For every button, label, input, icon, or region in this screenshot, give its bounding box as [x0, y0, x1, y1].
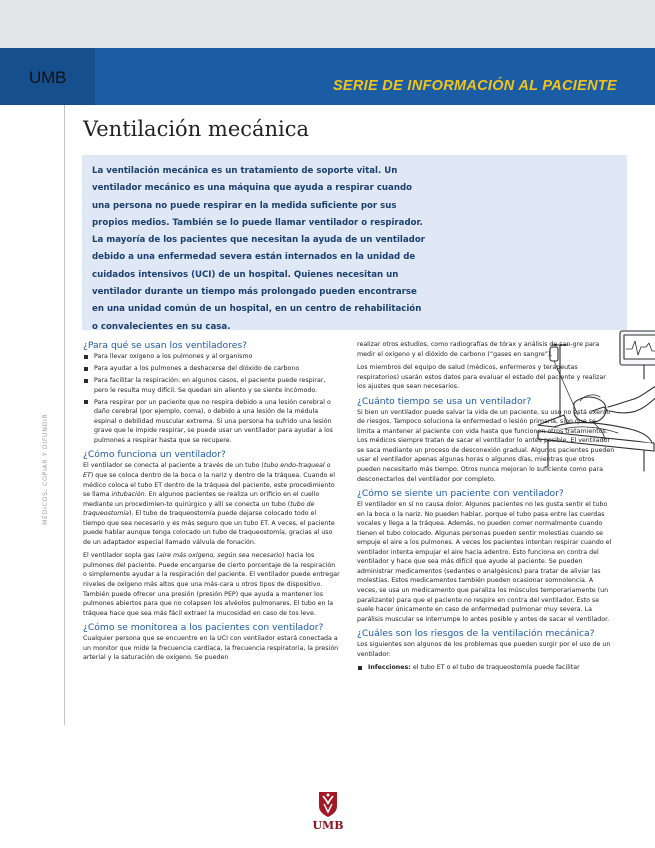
paragraph: El ventilador en sí no causa dolor. Algunos pacientes no les gusta sentir el tubo en la boca o la nariz. No pueden hablar, porque el tubo pasa entre las cuerdas vocales y llega a la tráquea. Además, no pueden comer normalmente cuando tienen el tubo colocado. Algunas personas pueden sentir molestias cuando se empuje el aire a los pulmones. A veces los pacientes intentan respirar cuando el ventilador intenta empujar el aire hacia adentro. Esto funciona en contra del ventilador y hace que sea más difícil que ayude al paciente. Se pueden administrar medicamentos (sedantes o analgésicos) para tratar de aliviar las molestias. Estos medicamentos también pueden ocasionar somnolencia. A veces, se usa un medicamento que paraliza los músculos temporariamente (un paralizante) para que el paciente no respire en contra del ventilador. Esto se suele hacer únicamente en caso de enfermedad pulmonar muy severa. La parálisis muscular se interrumpe lo antes posible y antes de sacar el ventilador. — [357, 501, 612, 623]
uses-list — [83, 352, 340, 445]
crest-icon — [315, 790, 341, 818]
section-heading-monitoring: ¿Cómo se monitorea a los pacientes con ventilador? — [83, 622, 324, 634]
section-heading-uses: ¿Para qué se usan los ventiladores? — [83, 340, 248, 351]
paragraph: Cualquier persona que se encuentre en la UCI con ventilador estará conectada a un monitor que mide la frecuencia cardíaca, la frecuencia respiratoria, la presión arterial y la saturación de oxígeno. Se pueden — [83, 635, 339, 662]
section-heading-duration: ¿Cuánto tiempo se usa un ventilador? — [357, 395, 532, 407]
list-item: Para facilitar la respiración: en algunos casos, el paciente puede respirar, pero le resulta muy difícil. Se quedan sin aliento y se siente incómodo. — [83, 376, 340, 395]
intro-box — [82, 155, 627, 330]
header-banner — [0, 48, 655, 105]
list-item: Infecciones: el tubo ET o el tubo de traqueostomía puede facilitar — [357, 663, 615, 673]
series-title: SERIE DE INFORMACIÓN AL PACIENTE — [332, 78, 617, 94]
risks-list — [357, 663, 615, 673]
section-heading-risks: ¿Cuáles son los riesgos de la ventilación mecánica? — [357, 628, 595, 640]
intro-text: La ventilación mecánica es un tratamiento de soporte vital. Un ventilador mecánico es una máquina que ayuda a respirar cuando una persona no puede respirar en la medida suficiente por sus propios medios. También se lo puede llamar ventilador o respirador. La mayoría de los pacientes que necesitan la ayuda de un ventilador debido a una enfermedad severa están internados en la unidad de cuidados intensivos (UCI) de un hospital. Quienes necesitan un ventilador durante un tiempo más prolongado pueden encontrarse en una unidad común de un hospital, en un centro de rehabilitación o convalecientes en su casa. — [92, 166, 425, 332]
org-name: UMB — [29, 68, 67, 87]
page-title: Ventilación mecánica — [83, 117, 310, 141]
paragraph: Los siguientes son algunos de los problemas que pueden surgir por el uso de un ventilador: — [357, 641, 611, 658]
right-column — [357, 340, 615, 677]
list-item: Para llevar oxígeno a los pulmones y al organismo — [83, 352, 340, 362]
paragraph: Los miembros del equipo de salud (médicos, enfermeros y terapeutas respiratorios) usarán estos datos para evaluar el estado del paciente y realizar los ajustes que sean necesarios. — [357, 364, 606, 391]
top-margin — [0, 0, 655, 48]
list-item: Para respirar por un paciente que no respira debido a una lesión cerebral o daño cerebral (por ejemplo, coma), o debido a una lesión de la médula espinal o debilidad muscular extrema. Si una persona ha sufrido una lesión grave que le impide respirar, se puede usar un ventilador para ayudar a los pulmones a respirar hasta que se recupere. — [83, 398, 340, 446]
margin-rule — [64, 105, 65, 725]
paragraph: Si bien un ventilador puede salvar la vida de un paciente, su uso no está exento de riesgos. Tampoco soluciona la enfermedad o lesión primaria, sino que se limita a mantener al paciente con vida hasta que funcionen otros tratamientos. Los médicos siempre tratan de sacar el ventilador lo antes posible. El ventilador se saca mediante un proceso de desconexión gradual. Algunos pacientes pueden usar el ventilador apenas algunas horas o algunos días, mientras que otros pueden necesitarlo más tiempo. Otros nunca mejoran lo suficiente como para desconectarlos del ventilador por completo. — [357, 408, 615, 483]
section-heading-how-it-works: ¿Cómo funciona un ventilador? — [83, 449, 226, 461]
logo-text: UMB — [312, 819, 344, 832]
vertical-note: MÉDICOS: COPIAR Y DIFUNDIR — [42, 413, 49, 525]
paragraph: realizar otros estudios, como radiografías de tórax y análisis de san-gre para medir el oxígeno y el dióxido de carbono (“gases en sangre”). — [357, 341, 600, 358]
paragraph: El ventilador sopla gas (aire más oxígeno, según sea necesario) hacia los pulmones del paciente. Puede encargarse de cierto porcentaje de la respiración o simplemente ayudar a la respiración del paciente. El ventilador puede entregar niveles de oxígeno más altos que una más-cara u otros tipos de dispositivo. También puede ofrecer una presión (presión PEP) que ayuda a mantener los pulmones abiertos para que no colapsen los alvéolos pulmonares. El tubo en la tráquea hace que sea más fácil extraer la mucosidad en caso de tos leve. — [83, 552, 340, 617]
section-heading-feelings: ¿Cómo se siente un paciente con ventilador? — [357, 488, 564, 500]
paragraph: El ventilador se conecta al paciente a través de un tubo (tubo endo-traqueal o ET) que se coloca dentro de la boca o la nariz y dentro de la tráquea. Cuando el médico coloca el tubo ET dentro de la tráquea del paciente, este procedimiento se llama intubación. En algunos pacientes se realiza un orificio en el cuello mediante un procedimien-to quirúrgico y allí se conecta un tubo (tubo de traqueostomía). El tubo de traqueostomía puede dejarse colocado todo el tiempo que sea necesario y es más seguro que un tubo ET. A veces, el paciente puede hablar aunque tenga colocado un tubo de traqueostomía, gracias al uso de un adaptador especial llamado válvula de fonación. — [83, 462, 335, 546]
list-item: Para ayudar a los pulmones a deshacerse del dióxido de carbono — [83, 364, 340, 374]
umb-logo — [298, 790, 358, 838]
left-column — [83, 340, 340, 667]
